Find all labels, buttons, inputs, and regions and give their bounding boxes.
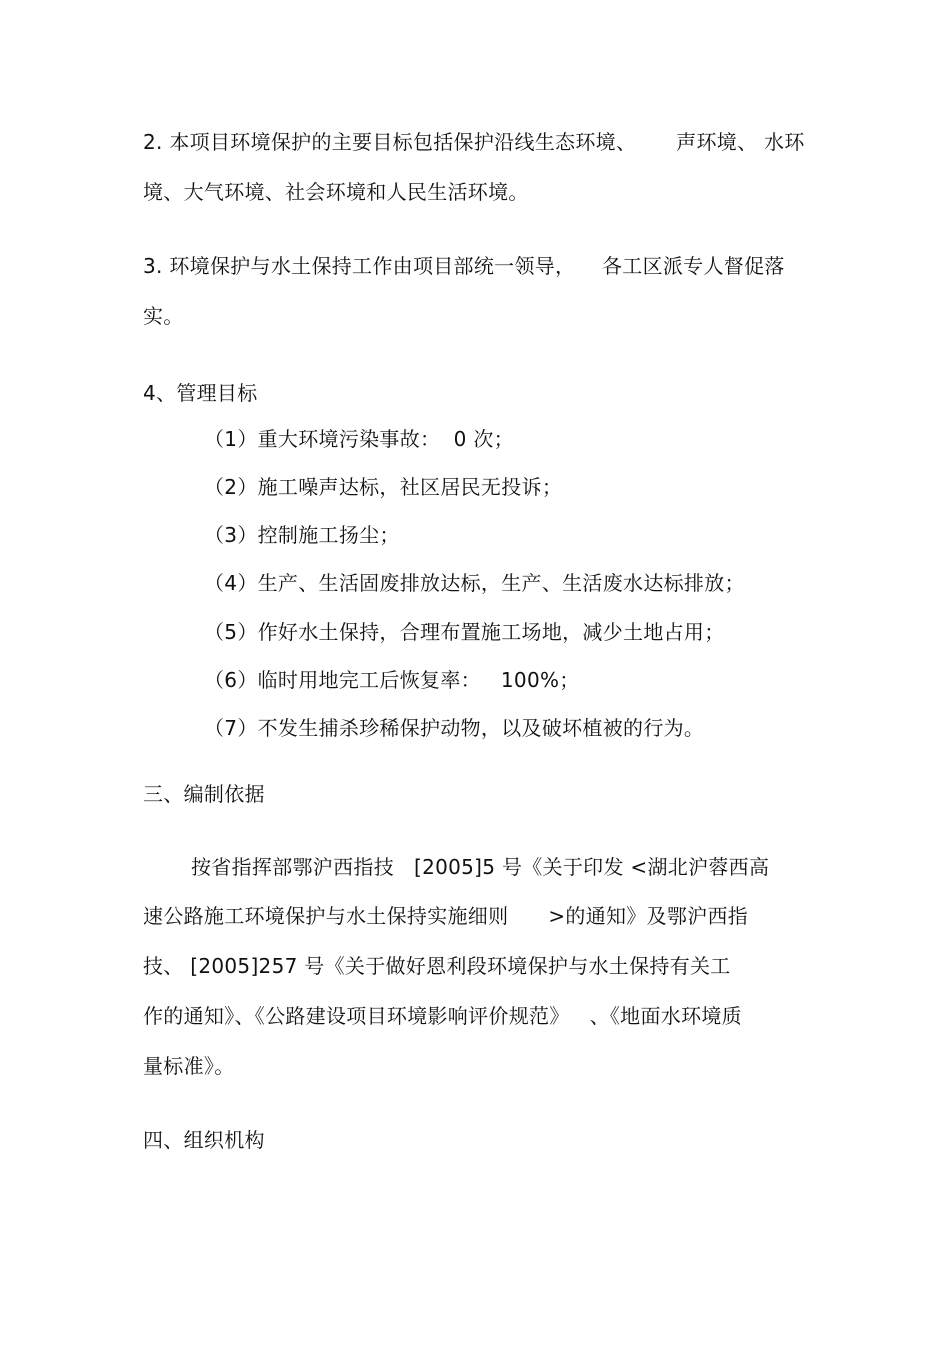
management-goals-heading: 4、管理目标 xyxy=(143,381,258,405)
section3-line3: 技、 [2005]257 号《关于做好恩利段环境保护与水土保持有关工 xyxy=(143,954,731,978)
item2-line2: 境、大气环境、社会环境和人民生活环境。 xyxy=(143,180,529,204)
goal-item-3: （3）控制施工扬尘； xyxy=(204,523,400,547)
section3-line2: 速公路施工环境保护与水土保持实施细则 >的通知》及鄂沪西指 xyxy=(143,904,749,928)
goal-item-2: （2）施工噪声达标，社区居民无投诉； xyxy=(204,475,563,499)
goal-item-5: （5）作好水土保持，合理布置施工场地，减少土地占用； xyxy=(204,620,725,644)
section3-line1: 按省指挥部鄂沪西指技 [2005]5 号《关于印发 <湖北沪蓉西高 xyxy=(191,855,770,879)
item3-line2: 实。 xyxy=(143,304,184,328)
goal-item-7: （7）不发生捕杀珍稀保护动物，以及破坏植被的行为。 xyxy=(204,716,705,740)
section3-heading: 三、编制依据 xyxy=(143,782,265,806)
section4-heading: 四、组织机构 xyxy=(143,1128,265,1152)
section3-line5: 量标准》。 xyxy=(143,1054,235,1078)
goal-item-4: （4）生产、生活固废排放达标，生产、生活废水达标排放； xyxy=(204,571,745,595)
goal-item-1: （1）重大环境污染事故： 0 次； xyxy=(204,427,514,451)
item3-line1: 3. 环境保护与水土保持工作由项目部统一领导， 各工区派专人督促落 xyxy=(143,254,785,278)
item2-line1: 2. 本项目环境保护的主要目标包括保护沿线生态环境、 声环境、 水环 xyxy=(143,130,805,154)
goal-item-6: （6）临时用地完工后恢复率： 100%； xyxy=(204,668,580,692)
section3-line4: 作的通知》、《公路建设项目环境影响评价规范》 、《地面水环境质 xyxy=(143,1004,742,1028)
